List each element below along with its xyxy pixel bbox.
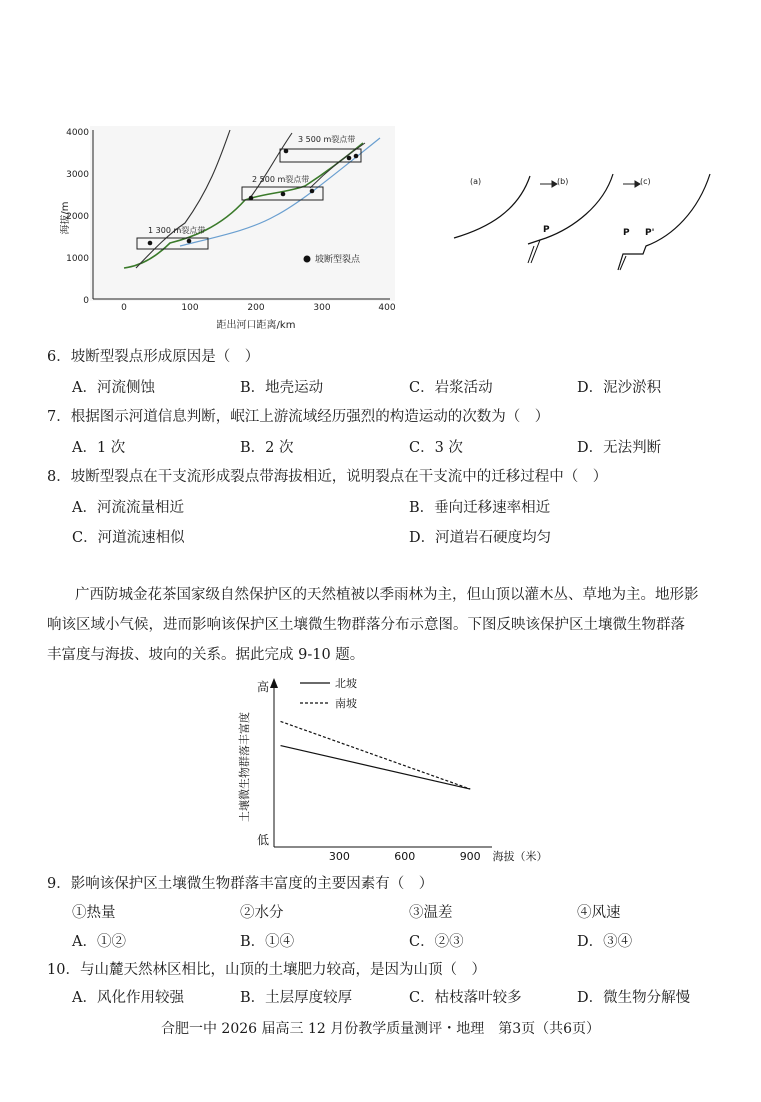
knickpoint-dot (354, 154, 359, 159)
band-label-2500: 2 500 m裂点带 (252, 175, 310, 184)
plot-background (90, 126, 395, 301)
q10-option-b[interactable]: B．土层厚度较厚 (240, 990, 353, 1006)
question-7-stem: 7．根据图示河道信息判断，岷江上游流域经历强烈的构造运动的次数为（ ） (47, 409, 550, 425)
chart-series (281, 721, 471, 789)
chart-x-ticks (329, 850, 481, 863)
reading-passage (47, 580, 727, 670)
q10-option-a[interactable]: A．风化作用较强 (72, 990, 184, 1006)
chart-x-tick-label: 600 (394, 850, 416, 863)
y-tick-label: 0 (83, 296, 89, 306)
profile-a (454, 176, 530, 238)
y-tick-label: 4000 (66, 128, 89, 138)
panel-label-a: (a) (470, 177, 482, 186)
x-tick-labels (121, 303, 396, 313)
richness-chart-svg (230, 672, 560, 867)
label-p-c: P (623, 228, 630, 238)
question-10-stem: 10．与山麓天然林区相比，山顶的土壤肥力较高，是因为山顶（ ） (47, 962, 486, 978)
y-axis-title: 海拔/m (60, 201, 71, 235)
q9-option-b[interactable]: B．①④ (240, 934, 295, 950)
q7-option-d[interactable]: D．无法判断 (577, 440, 662, 456)
chart-y-axis-title: 土壤微生物群落丰富度 (238, 712, 251, 822)
q8-option-b[interactable]: B．垂向迁移速率相近 (409, 500, 551, 516)
river-profile-svg (60, 118, 405, 340)
q9-option-a[interactable]: A．①② (72, 934, 126, 950)
q7-option-c[interactable]: C．3 次 (409, 440, 463, 456)
series-line-south-slope (281, 721, 471, 789)
page-footer: 合肥一中 2026 届高三 12 月份教学质量测评・地理 第3页（共6页） (160, 1021, 601, 1037)
chart-y-bottom-label: 低 (256, 833, 270, 847)
knickpoint-dot (249, 196, 254, 201)
q7-option-b[interactable]: B．2 次 (240, 440, 294, 456)
q9-factor-1: ①热量 (72, 905, 116, 921)
q9-option-d[interactable]: D．③④ (577, 934, 633, 950)
q6-option-c[interactable]: C．岩浆活动 (409, 380, 493, 396)
chart-x-axis-title: 海拔（米） (492, 850, 548, 863)
y-tick-label: 1000 (66, 254, 89, 264)
knickpoint-dot (281, 192, 286, 197)
fault-b-2 (528, 246, 534, 263)
x-tick-label: 0 (121, 303, 127, 313)
q6-option-a[interactable]: A．河流侧蚀 (72, 380, 155, 396)
q7-option-a[interactable]: A．1 次 (72, 440, 126, 456)
knickpoint-dot (347, 156, 352, 161)
series-line-north-slope (281, 746, 471, 789)
x-tick-label: 100 (181, 303, 199, 313)
river-profile-figure (60, 118, 405, 340)
legend-south-label: 南坡 (335, 697, 357, 710)
band-label-3500: 3 500 m裂点带 (298, 135, 356, 144)
question-8-stem: 8．坡断型裂点在干支流形成裂点带海拔相近，说明裂点在干支流中的迁移过程中（ ） (47, 469, 608, 485)
knickpoint-dot (310, 189, 315, 194)
knickpoint-dot (148, 241, 153, 246)
chart-x-tick-label: 300 (328, 850, 350, 863)
x-tick-label: 300 (313, 303, 331, 313)
chart-y-axis-arrow (270, 678, 278, 688)
q8-option-a[interactable]: A．河流流量相近 (72, 500, 184, 516)
q8-option-c[interactable]: C．河道流速相似 (72, 530, 185, 546)
migration-arrows (540, 181, 640, 187)
panel-labels (470, 177, 651, 186)
passage-line: 响该区域小气候，进而影响该保护区土壤微生物群落分布示意图。下图反映该保护区土壤微生物群落 (47, 617, 685, 633)
knickpoint-migration-svg (448, 166, 718, 276)
fault-c (620, 256, 626, 270)
q9-option-c[interactable]: C．②③ (409, 934, 464, 950)
panel-label-c: (c) (640, 177, 651, 186)
legend-knickpoint-marker (304, 256, 311, 263)
y-tick-label: 2000 (66, 212, 89, 222)
x-axis-title: 距出河口距离/km (216, 320, 296, 331)
band-label-1300: 1 300 m裂点带 (148, 226, 206, 235)
knickpoint-migration-figure (448, 166, 718, 276)
knickpoint-dot (284, 149, 289, 154)
chart-legend (300, 676, 357, 710)
q9-factor-3: ③温差 (409, 905, 453, 921)
chart-y-top-label: 高 (256, 680, 270, 694)
chart-x-tick-label: 900 (459, 850, 481, 863)
q10-option-d[interactable]: D．微生物分解慢 (577, 990, 691, 1006)
legend-knickpoint-label: 坡断型裂点 (315, 255, 361, 265)
q9-factor-4: ④风速 (577, 905, 621, 921)
knickpoint-dot (187, 239, 192, 244)
question-6-stem: 6．坡断型裂点形成原因是（ ） (47, 349, 260, 365)
passage-line: 广西防城金花茶国家级自然保护区的天然植被以季雨林为主，但山顶以灌木丛、草地为主。地形影 (75, 587, 699, 603)
label-p-prime-c: P' (645, 228, 655, 238)
q9-factor-2: ②水分 (240, 905, 284, 921)
x-tick-label: 400 (378, 303, 396, 313)
x-tick-label: 200 (247, 303, 265, 313)
label-p-b: P (543, 225, 550, 235)
passage-line: 丰富度与海拔、坡向的关系。据此完成 9-10 题。 (47, 647, 365, 663)
legend-north-label: 北坡 (335, 677, 357, 690)
y-tick-label: 3000 (66, 170, 89, 180)
richness-chart (230, 672, 560, 867)
profile-c (618, 174, 710, 270)
q10-option-c[interactable]: C．枯枝落叶较多 (409, 990, 522, 1006)
panel-label-b: (b) (557, 177, 569, 186)
q6-option-b[interactable]: B．地壳运动 (240, 380, 324, 396)
q6-option-d[interactable]: D．泥沙淤积 (577, 380, 662, 396)
q8-option-d[interactable]: D．河道岩石硬度均匀 (409, 530, 552, 546)
question-9-stem: 9．影响该保护区土壤微生物群落丰富度的主要因素有（ ） (47, 876, 434, 892)
